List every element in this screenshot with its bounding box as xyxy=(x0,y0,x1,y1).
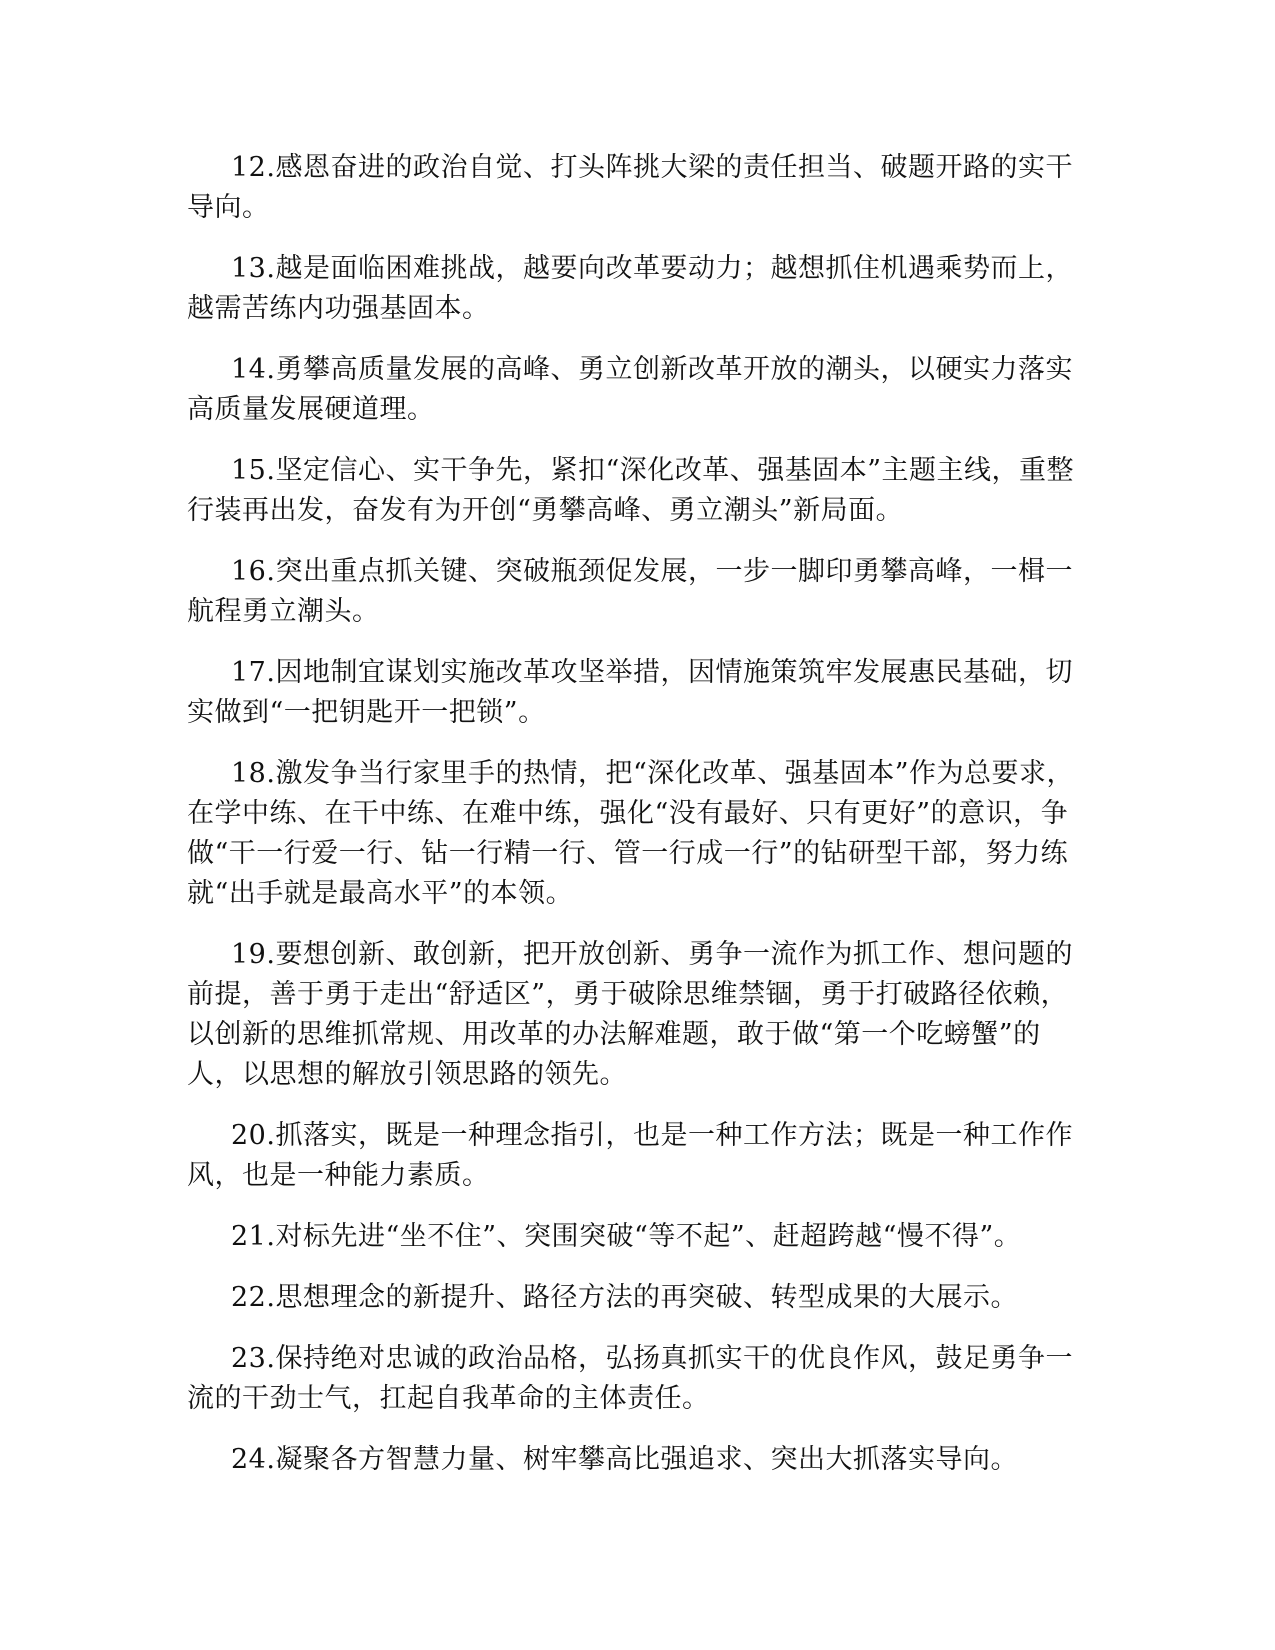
paragraph-14: 14.勇攀高质量发展的高峰、勇立创新改革开放的潮头，以硬实力落实高质量发展硬道理。 xyxy=(187,354,1073,425)
document-body xyxy=(187,148,1087,1501)
paragraph-22: 22.思想理念的新提升、路径方法的再突破、转型成果的大展示。 xyxy=(231,1282,1018,1313)
paragraph-20: 20.抓落实，既是一种理念指引，也是一种工作方法；既是一种工作作风，也是一种能力素质。 xyxy=(187,1120,1073,1191)
paragraph-13: 13.越是面临困难挑战，越要向改革要动力；越想抓住机遇乘势而上，越需苦练内功强基固本。 xyxy=(187,253,1073,324)
paragraph-12: 12.感恩奋进的政治自觉、打头阵挑大梁的责任担当、破题开路的实干导向。 xyxy=(187,152,1073,223)
paragraph-19: 19.要想创新、敢创新，把开放创新、勇争一流作为抓工作、想问题的前提，善于勇于走出“舒适区”，勇于破除思维禁锢，勇于打破路径依赖，以创新的思维抓常规、用改革的办法解难题，敢于做“第一个吃螃蟹”的人，以思想的解放引领思路的领先。 xyxy=(187,939,1073,1090)
paragraph-23: 23.保持绝对忠诚的政治品格，弘扬真抓实干的优良作风，鼓足勇争一流的干劲士气，扛起自我革命的主体责任。 xyxy=(187,1343,1073,1414)
paragraph-18: 18.激发争当行家里手的热情，把“深化改革、强基固本”作为总要求，在学中练、在干中练、在难中练，强化“没有最好、只有更好”的意识，争做“干一行爱一行、钻一行精一行、管一行成一行”的钻研型干部，努力练就“出手就是最高水平”的本领。 xyxy=(187,758,1075,909)
paragraph-17: 17.因地制宜谋划实施改革攻坚举措，因情施策筑牢发展惠民基础，切实做到“一把钥匙开一把锁”。 xyxy=(187,657,1073,728)
paragraph-15: 15.坚定信心、实干争先，紧扣“深化改革、强基固本”主题主线，重整行装再出发，奋发有为开创“勇攀高峰、勇立潮头”新局面。 xyxy=(187,455,1075,526)
paragraph-24: 24.凝聚各方智慧力量、树牢攀高比强追求、突出大抓落实导向。 xyxy=(231,1444,1018,1475)
paragraph-21: 21.对标先进“坐不住”、突围突破“等不起”、赶超跨越“慢不得”。 xyxy=(231,1221,1022,1252)
paragraph-16: 16.突出重点抓关键、突破瓶颈促发展，一步一脚印勇攀高峰，一楫一航程勇立潮头。 xyxy=(187,556,1073,627)
